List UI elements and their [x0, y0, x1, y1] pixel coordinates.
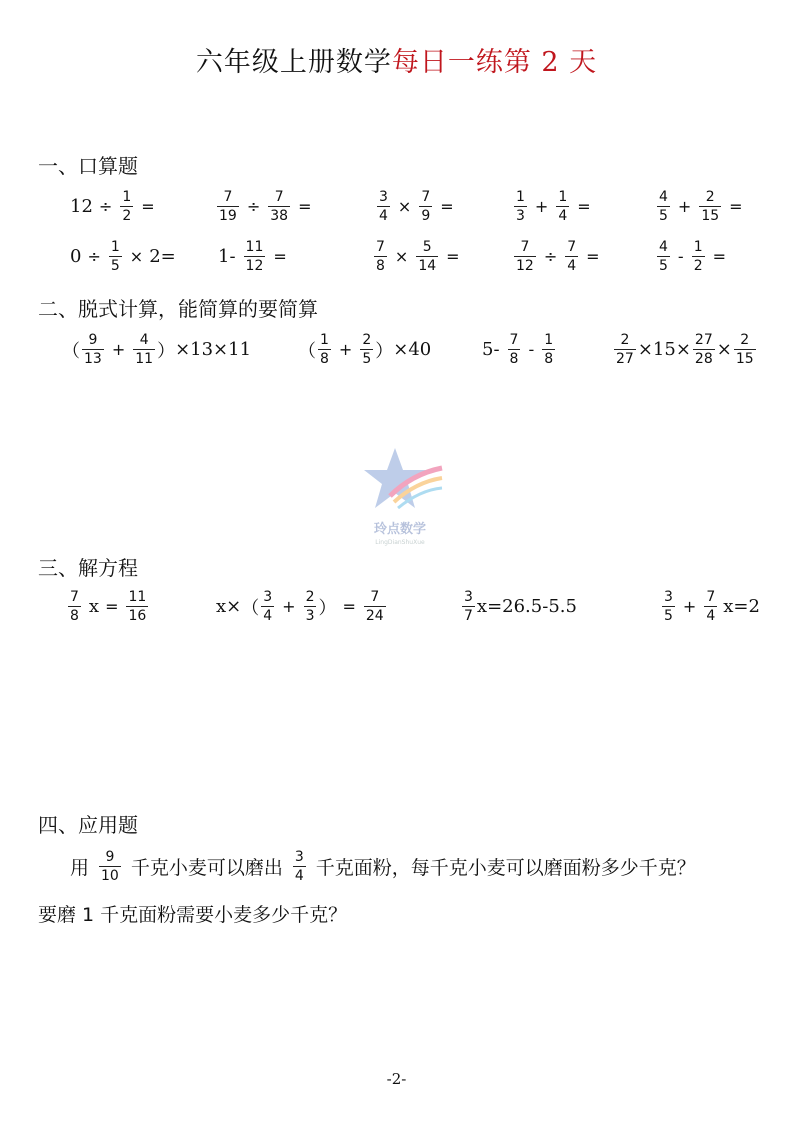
watermark-subtext: LingDianShuXue	[375, 539, 425, 546]
fraction: $\frac{3}{4}$	[294, 849, 304, 884]
fraction: $\frac{5}{14}$	[418, 239, 437, 274]
fraction: $\frac{7}{8}$	[376, 239, 385, 274]
calc-expr-4: $\frac{2}{27}$ ×15× $\frac{27}{28}$ × $\frac{2}{15}$	[616, 332, 754, 367]
fraction: $\frac{9}{13}$	[84, 332, 102, 367]
title-red: 每日一练第 2 天	[391, 47, 598, 78]
fraction: $\frac{2}{3}$	[305, 589, 315, 624]
fraction: $\frac{7}{38}$	[270, 189, 289, 224]
mental-math-1-1: 12 ÷ $\frac{1}{2}$ =	[70, 189, 155, 224]
page-title	[0, 40, 793, 79]
fraction: $\frac{4}{11}$	[135, 332, 154, 367]
mental-math-1-3: $\frac{3}{4}$ × $\frac{7}{9}$ =	[379, 189, 454, 224]
word-problem-line1: 用 $\frac{9}{10}$ 千克小麦可以磨出 $\frac{3}{4}$ 千克面粉，每千克小麦可以磨面粉多少千克？	[70, 849, 696, 884]
section3-heading: 三、解方程	[38, 556, 138, 580]
section2-heading: 二、脱式计算，能简算的要简算	[38, 297, 318, 321]
watermark-text: 玲点数学	[373, 522, 426, 537]
page-number: -2-	[386, 1070, 407, 1088]
word-problem-line2: 要磨 1 千克面粉需要小麦多少千克？	[38, 904, 348, 926]
equation-2: x× （ $\frac{3}{4}$ + $\frac{2}{3}$ ） = $\frac{7}{24}$	[216, 589, 384, 624]
fraction: $\frac{7}{4}$	[706, 589, 716, 624]
fraction: $\frac{3}{7}$	[464, 589, 473, 624]
calc-expr-1: （ $\frac{9}{13}$ + $\frac{4}{11}$ ） ×13×11	[62, 332, 252, 367]
fraction: $\frac{11}{16}$	[128, 589, 147, 624]
fraction: $\frac{1}{2}$	[693, 239, 703, 274]
mental-math-2-3: $\frac{7}{8}$ × $\frac{5}{14}$ =	[376, 239, 460, 274]
fraction: $\frac{7}{9}$	[421, 189, 431, 224]
fraction: $\frac{7}{8}$	[509, 332, 519, 367]
fraction: $\frac{3}{4}$	[263, 589, 273, 624]
watermark-logo	[350, 446, 450, 546]
fraction: $\frac{11}{12}$	[245, 239, 264, 274]
fraction: $\frac{1}{3}$	[516, 189, 525, 224]
fraction: $\frac{4}{5}$	[659, 239, 668, 274]
fraction: $\frac{3}{5}$	[664, 589, 673, 624]
fraction: $\frac{9}{10}$	[101, 849, 119, 884]
fraction: $\frac{2}{27}$	[616, 332, 634, 367]
fraction: $\frac{1}{8}$	[320, 332, 329, 367]
fraction: $\frac{7}{8}$	[70, 589, 79, 624]
fraction: $\frac{7}{12}$	[516, 239, 534, 274]
fraction: $\frac{2}{15}$	[701, 189, 720, 224]
fraction: $\frac{1}{8}$	[544, 332, 554, 367]
calc-expr-2: （ $\frac{1}{8}$ + $\frac{2}{5}$ ） ×40	[298, 332, 432, 367]
fraction: $\frac{7}{24}$	[365, 589, 384, 624]
mental-math-1-2: $\frac{7}{19}$ ÷ $\frac{7}{38}$ =	[219, 189, 312, 224]
star-logo-icon	[350, 446, 450, 516]
fraction: $\frac{27}{28}$	[694, 332, 713, 367]
mental-math-2-5: $\frac{4}{5}$ - $\frac{1}{2}$ =	[659, 239, 727, 274]
mental-math-1-5: $\frac{4}{5}$ + $\frac{2}{15}$ =	[659, 189, 743, 224]
calc-expr-3: 5- $\frac{7}{8}$ - $\frac{1}{8}$	[482, 332, 554, 367]
title-black: 六年级上册数学	[195, 47, 392, 78]
mental-math-2-1: 0 ÷ $\frac{1}{5}$ × 2 =	[70, 239, 176, 274]
equation-3: $\frac{3}{7}$ x=26.5-5.5	[464, 589, 577, 624]
fraction: $\frac{1}{4}$	[558, 189, 568, 224]
mental-math-1-4: $\frac{1}{3}$ + $\frac{1}{4}$ =	[516, 189, 591, 224]
section4-heading: 四、应用题	[38, 813, 138, 837]
mental-math-2-2: 1- $\frac{11}{12}$ =	[218, 239, 287, 274]
fraction: $\frac{4}{5}$	[659, 189, 668, 224]
fraction: $\frac{2}{15}$	[735, 332, 754, 367]
section1-heading: 一、口算题	[38, 154, 138, 178]
equation-1: $\frac{7}{8}$ x = $\frac{11}{16}$	[70, 589, 147, 624]
fraction: $\frac{7}{19}$	[219, 189, 237, 224]
fraction: $\frac{2}{5}$	[362, 332, 372, 367]
mental-math-2-4: $\frac{7}{12}$ ÷ $\frac{7}{4}$ =	[516, 239, 600, 274]
fraction: $\frac{1}{2}$	[122, 189, 132, 224]
equation-4: $\frac{3}{5}$ + $\frac{7}{4}$ x=2	[664, 589, 760, 624]
fraction: $\frac{7}{4}$	[567, 239, 577, 274]
fraction: $\frac{3}{4}$	[379, 189, 388, 224]
fraction: $\frac{1}{5}$	[110, 239, 120, 274]
